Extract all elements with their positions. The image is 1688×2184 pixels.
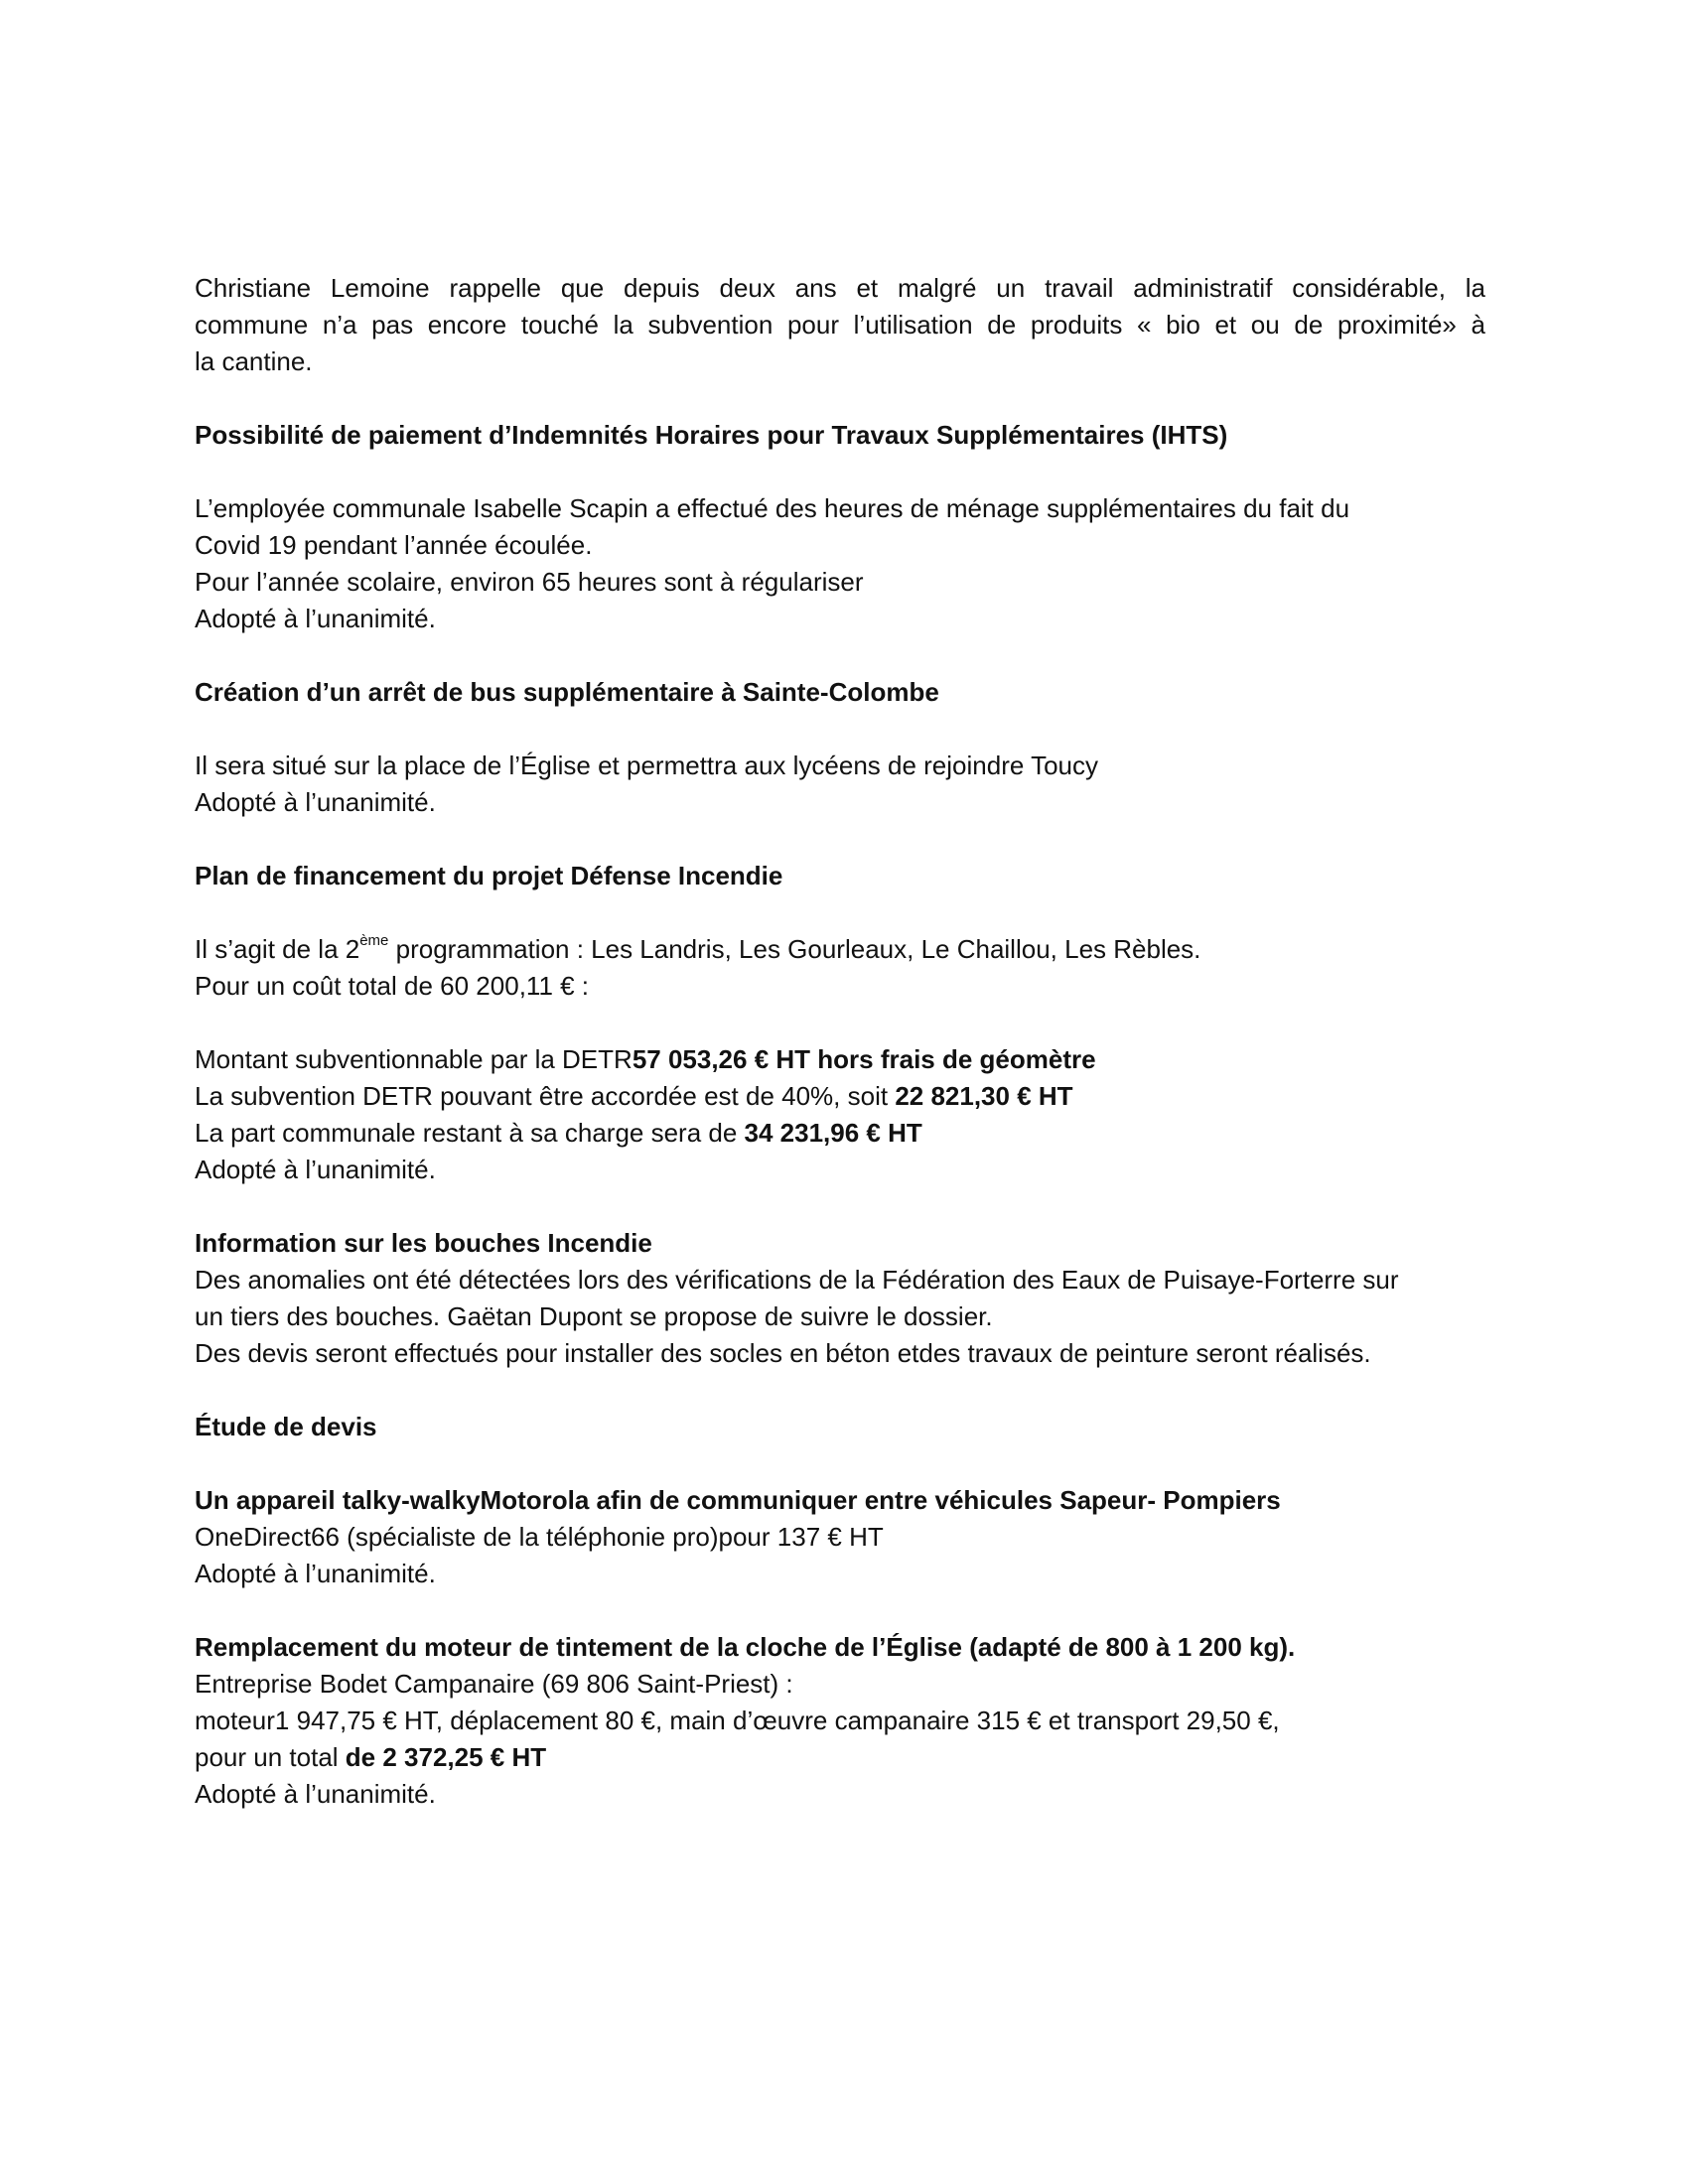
ihts-vote: Adopté à l’unanimité. — [195, 604, 436, 633]
ihts-line: Pour l’année scolaire, environ 65 heures sont à régulariser — [195, 567, 864, 597]
intro-line: commune n’a pas encore touché la subvention pour l’utilisation de produits « bio et ou de proximité» à — [195, 310, 1485, 340]
ihts-line: Covid 19 pendant l’année écoulée. — [195, 530, 593, 560]
programme-places: programmation : Les Landris, Les Gourleaux, Le Chaillou, Les Rèbles. — [388, 934, 1201, 964]
bell-total — [195, 1739, 1485, 1776]
fire-plan-subsidy — [195, 1078, 1485, 1115]
programme-text: Il s’agit de la 2 — [195, 934, 360, 964]
radio-heading: Un appareil talky-walkyMotorola afin de communiquer entre véhicules Sapeur- Pompiers — [195, 1485, 1281, 1515]
document-body — [195, 270, 1485, 1813]
radio-line: OneDirect66 (spécialiste de la téléphonie pro)pour 137 € HT — [195, 1522, 884, 1552]
subsidy-label: La subvention DETR pouvant être accordée est de 40%, soit — [195, 1081, 896, 1111]
fire-plan-programme — [195, 931, 1485, 968]
quotes-heading: Étude de devis — [195, 1412, 377, 1441]
ihts-heading: Possibilité de paiement d’Indemnités Horaires pour Travaux Supplémentaires (IHTS) — [195, 420, 1228, 450]
bell-line: moteur1 947,75 € HT, déplacement 80 €, main d’œuvre campanaire 315 € et transport 29,50 €, — [195, 1706, 1280, 1735]
hydrants-line: Des anomalies ont été détectées lors des vérifications de la Fédération des Eaux de Puisaye-Forterre sur — [195, 1265, 1399, 1295]
eligible-value: 57 053,26 € HT hors frais de géomètre — [632, 1044, 1096, 1074]
bell-line: Entreprise Bodet Campanaire (69 806 Saint-Priest) : — [195, 1669, 793, 1699]
hydrants-line: Des devis seront effectués pour installer des socles en béton etdes travaux de peinture seront réalisés. — [195, 1338, 1371, 1368]
fire-plan-share — [195, 1115, 1485, 1152]
fire-plan-vote: Adopté à l’unanimité. — [195, 1155, 436, 1184]
bell-vote: Adopté à l’unanimité. — [195, 1779, 436, 1809]
bell-total-value: de 2 372,25 € HT — [345, 1742, 547, 1772]
radio-vote: Adopté à l’unanimité. — [195, 1559, 436, 1588]
share-value: 34 231,96 € HT — [744, 1118, 922, 1148]
subsidy-value: 22 821,30 € HT — [895, 1081, 1073, 1111]
fire-plan-eligible — [195, 1041, 1485, 1078]
bell-heading: Remplacement du moteur de tintement de la cloche de l’Église (adapté de 800 à 1 200 kg). — [195, 1632, 1296, 1662]
ihts-line: L’employée communale Isabelle Scapin a effectué des heures de ménage supplémentaires du fait du — [195, 493, 1350, 523]
fire-plan-heading: Plan de financement du projet Défense Incendie — [195, 861, 783, 890]
bell-total-label: pour un total — [195, 1742, 346, 1772]
bus-line: Il sera situé sur la place de l’Église et permettra aux lycéens de rejoindre Toucy — [195, 751, 1098, 780]
eligible-label: Montant subventionnable par la DETR — [195, 1044, 633, 1074]
bus-vote: Adopté à l’unanimité. — [195, 787, 436, 817]
fire-plan-total: Pour un coût total de 60 200,11 € : — [195, 971, 590, 1001]
bus-heading: Création d’un arrêt de bus supplémentaire à Sainte-Colombe — [195, 677, 939, 707]
hydrants-line: un tiers des bouches. Gaëtan Dupont se propose de suivre le dossier. — [195, 1301, 993, 1331]
intro-line: la cantine. — [195, 346, 313, 376]
hydrants-heading: Information sur les bouches Incendie — [195, 1228, 652, 1258]
share-label: La part communale restant à sa charge sera de — [195, 1118, 745, 1148]
programme-ordinal: ème — [359, 932, 389, 950]
intro-line: Christiane Lemoine rappelle que depuis deux ans et malgré un travail administratif considérable, la — [195, 273, 1485, 303]
